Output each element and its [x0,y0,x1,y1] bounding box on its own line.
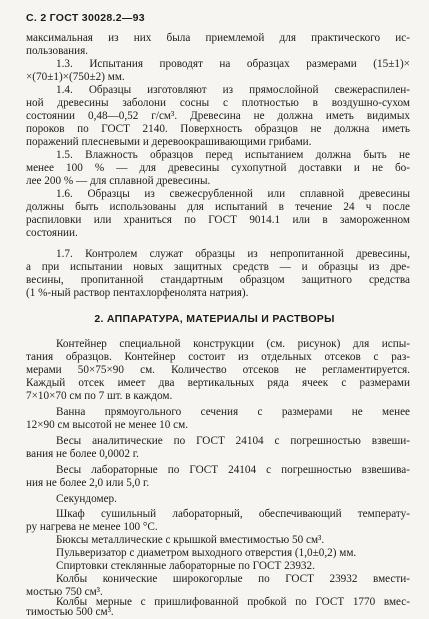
text-line: состоянии 0,48—0,52 г/см³. Древесина не должна иметь видимых [26,110,410,122]
text-line: 7×10×70 см по 7 шт. в каждом. [26,390,173,402]
text-line: мерами 50×75×90 см. Количество отсеков не регламентируется. [26,364,410,376]
text-line: ×(70±1)×(750±2) мм. [26,71,125,83]
text-line: Колбы конические широкогорлые по ГОСТ 23932 вмести- [56,573,410,585]
text-line: 1.3. Испытания проводят на образцах размерами (15±1)× [56,58,410,70]
text-line: Весы аналитические по ГОСТ 24104 с погрешностью взвеши- [56,435,410,447]
text-line: Спиртовки стеклянные лабораторные по ГОСТ 23932. [56,560,315,572]
text-line: Секундомер. [56,493,117,505]
text-line: Бюксы металлические с крышкой вместимостью 50 см³. [56,534,325,546]
text-line: Шкаф сушильный лабораторный, обеспечивающий температу- [56,508,410,520]
text-line: 1.7. Контролем служат образцы из непропитанной древесины, [56,248,410,260]
text-line: ной древесины заболони сосны с плотностью в воздушно-сухом [26,97,410,109]
text-line: должны быть использованы для испытаний в течение 24 ч после [26,201,410,213]
text-line: Ванна прямоугольного сечения с размерами не менее [56,406,410,418]
text-line: (1 %-ный раствор пентахлорфенолята натрия). [26,287,249,299]
text-line: менее 100 % — для древесины сухопутной доставки и не бо- [26,162,410,174]
text-line: лее 200 % — для сплавной древесины. [26,175,211,187]
text-line: состоянии. [26,227,78,239]
text-line: Пульверизатор с диаметром выходного отверстия (1,0±0,2) мм. [56,547,357,559]
text-line: ру нагрева не менее 100 °С. [26,521,158,533]
text-line: весины, пропитанной стандартным образцом защитного средства [26,274,410,286]
text-line: 1.5. Влажность образцов перед испытанием должна быть не [56,149,410,161]
text-line: 1.6. Образцы из свежесрубленной или сплавной древесины [56,188,410,200]
text-line: тимостью 500 см³. [26,606,114,618]
text-line: максимальная из них была приемлемой для практического ис- [26,32,410,44]
text-line: вания не более 0,0002 г. [26,448,139,460]
text-line: Каждый отсек имеет два вертикальных ряда ячеек с размерами [26,377,410,389]
text-line: пользования. [26,45,89,57]
text-line: 1.4. Образцы изготовляют из прямослойной свежераспилен- [56,84,410,96]
text-line: а при испытании новых защитных средств — и образцы из дре- [26,261,410,273]
text-line: Контейнер специальной конструкции (см. рисунок) для испы- [56,338,410,350]
page-header: С. 2 ГОСТ 30028.2—93 [26,12,145,24]
text-line: тания образцов. Контейнер состоит из отдельных отсеков с раз- [26,351,410,363]
text-line: Колбы мерные с пришлифованной пробкой по ГОСТ 1770 вмес- [56,596,410,608]
section-heading: 2. АППАРАТУРА, МАТЕРИАЛЫ И РАСТВОРЫ [94,313,335,325]
text-line: Весы лабораторные по ГОСТ 24104 с погрешностью взвешива- [56,464,410,476]
text-line: мостью 750 см³. [26,586,103,598]
text-line: пороков по ГОСТ 2140. Поверхность образцов не должна иметь [26,123,410,135]
text-line: 12×90 см высотой не менее 10 см. [26,419,188,431]
text-line: распиловки или храниться по ГОСТ 9014.1 или в замороженном [26,214,410,226]
text-line: ния не более 2,0 или 5,0 г. [26,477,150,489]
text-line: поражений плесневыми и деревоокрашивающими грибами. [26,136,312,148]
